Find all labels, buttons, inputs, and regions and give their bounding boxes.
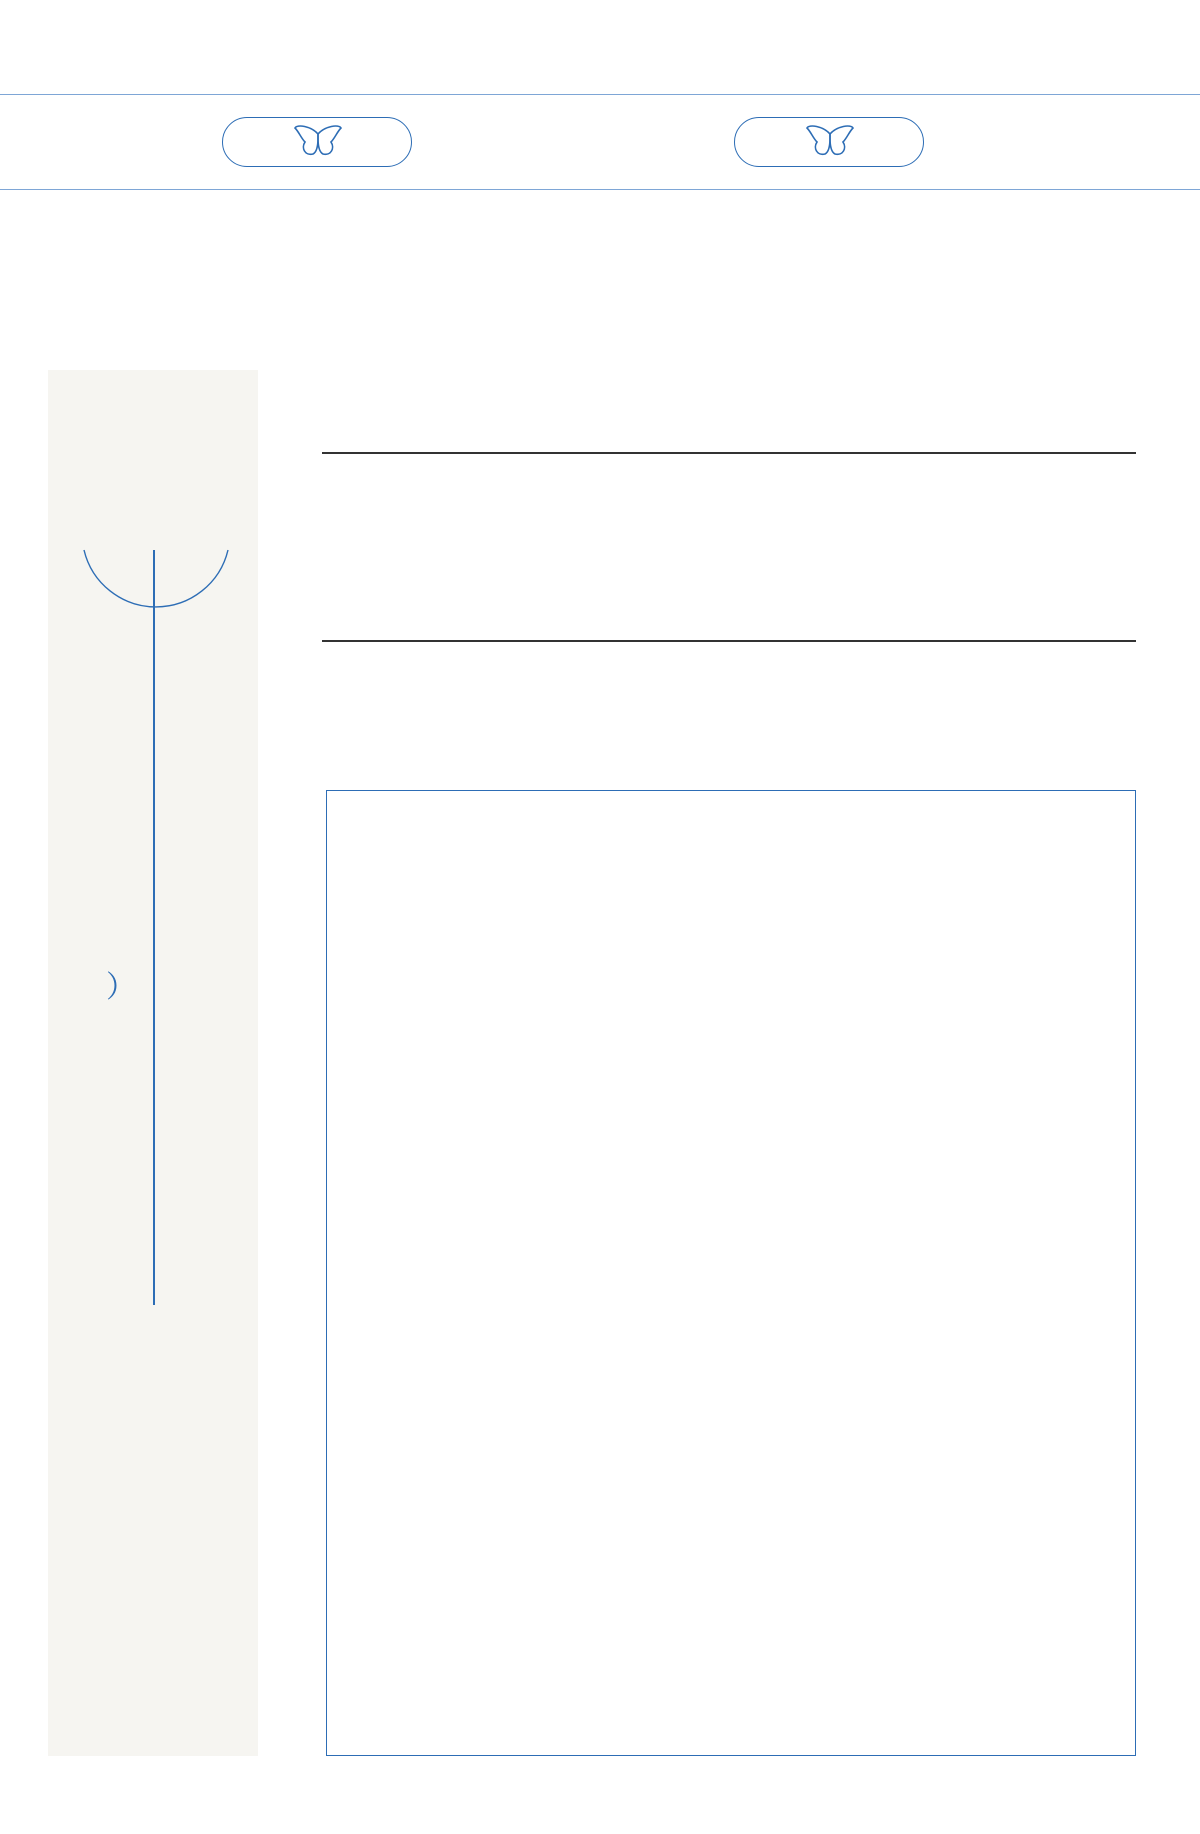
butterfly-pill-left bbox=[222, 117, 412, 167]
sidebar-close-paren: ） bbox=[106, 970, 136, 1005]
fabric-divider bbox=[322, 452, 1136, 454]
butterfly-icon bbox=[291, 124, 345, 160]
sidebar-vertical-line bbox=[153, 550, 155, 1305]
sidebar-panel bbox=[48, 370, 258, 1756]
arc-decoration bbox=[66, 440, 246, 640]
composition-divider bbox=[322, 640, 1136, 642]
butterfly-icon bbox=[803, 124, 857, 160]
attribute-table bbox=[326, 790, 1136, 1756]
top-banner bbox=[0, 94, 1200, 190]
butterfly-pill-right bbox=[734, 117, 924, 167]
